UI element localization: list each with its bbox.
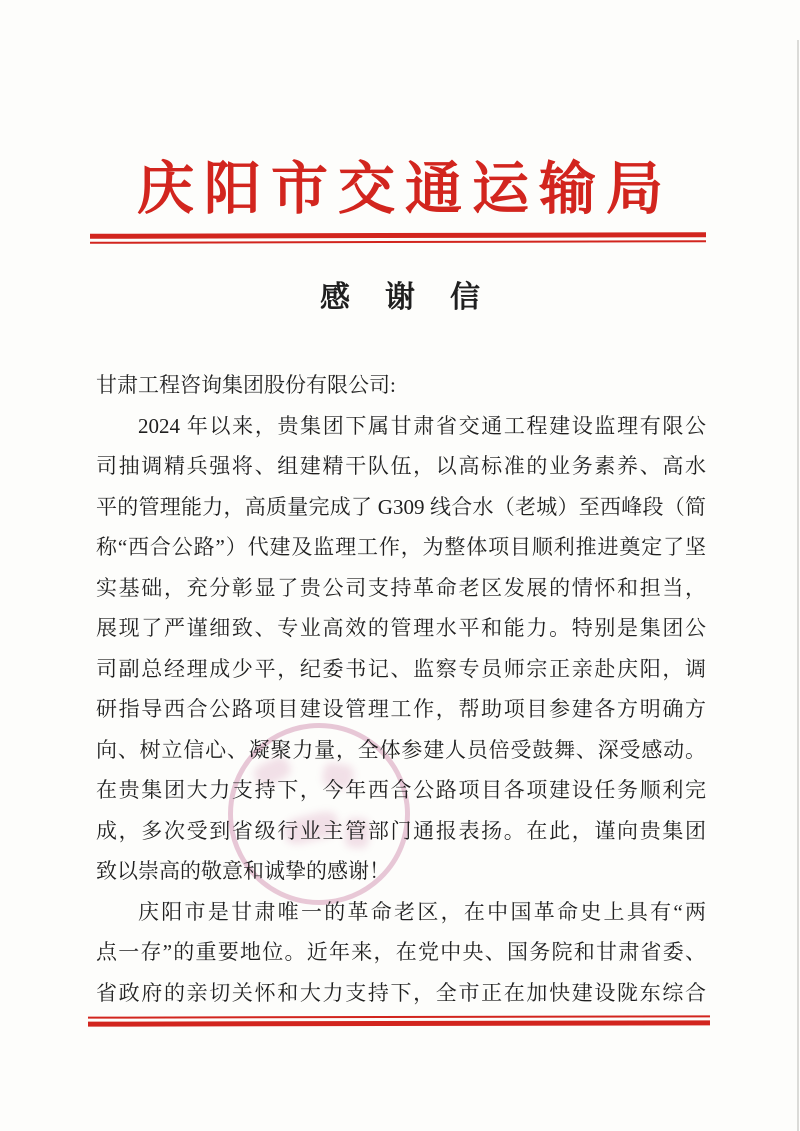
body-line-11: 在贵集团大力支持下，今年西合公路项目各项建设任务顺利完 <box>96 778 706 802</box>
body-line-15: 点一存”的重要地位。近年来，在党中央、国务院和甘肃省委、 <box>96 940 706 964</box>
body-line-6: 实基础，充分彰显了贵公司支持革命老区发展的情怀和担当， <box>96 575 706 600</box>
body-line-1: 甘肃工程咨询集团股份有限公司: <box>96 373 396 397</box>
body-line-14: 庆阳市是甘肃唯一的革命老区，在中国革命史上具有“两 <box>138 899 706 924</box>
letter-title: 感谢信 <box>320 281 515 314</box>
body-line-2: 2024 年以来，贵集团下属甘肃省交通工程建设监理有限公 <box>138 413 706 438</box>
footer-double-rule <box>88 1015 710 1026</box>
letterhead-double-rule <box>90 232 706 244</box>
body-line-9: 研指导西合公路项目建设管理工作，帮助项目参建各方明确方 <box>96 697 706 721</box>
body-line-10: 向、树立信心、凝聚力量，全体参建人员倍受鼓舞、深受感动。 <box>96 737 706 762</box>
letterhead-org-name: 庆阳市交通运输局 <box>137 158 673 221</box>
body-line-12: 成，多次受到省级行业主管部门通报表扬。在此，谨向贵集团 <box>96 818 706 843</box>
body-line-4: 平的管理能力，高质量完成了 G309 线合水（老城）至西峰段（简 <box>96 494 706 519</box>
body-line-13: 致以崇高的敬意和诚挚的感谢！ <box>96 859 390 883</box>
body-line-5: 称“西合公路”）代建及监理工作，为整体项目顺利推进奠定了坚 <box>96 535 706 559</box>
body-line-3: 司抽调精兵强将、组建精干队伍，以高标准的业务素养、高水 <box>96 454 706 478</box>
letter-body <box>96 365 706 1013</box>
body-line-7: 展现了严谨细致、专业高效的管理水平和能力。特别是集团公 <box>96 616 706 640</box>
body-line-16: 省政府的亲切关怀和大力支持下，全市正在加快建设陇东综合 <box>96 980 706 1005</box>
body-line-8: 司副总经理成少平，纪委书记、监察专员师宗正亲赴庆阳，调 <box>96 656 706 681</box>
